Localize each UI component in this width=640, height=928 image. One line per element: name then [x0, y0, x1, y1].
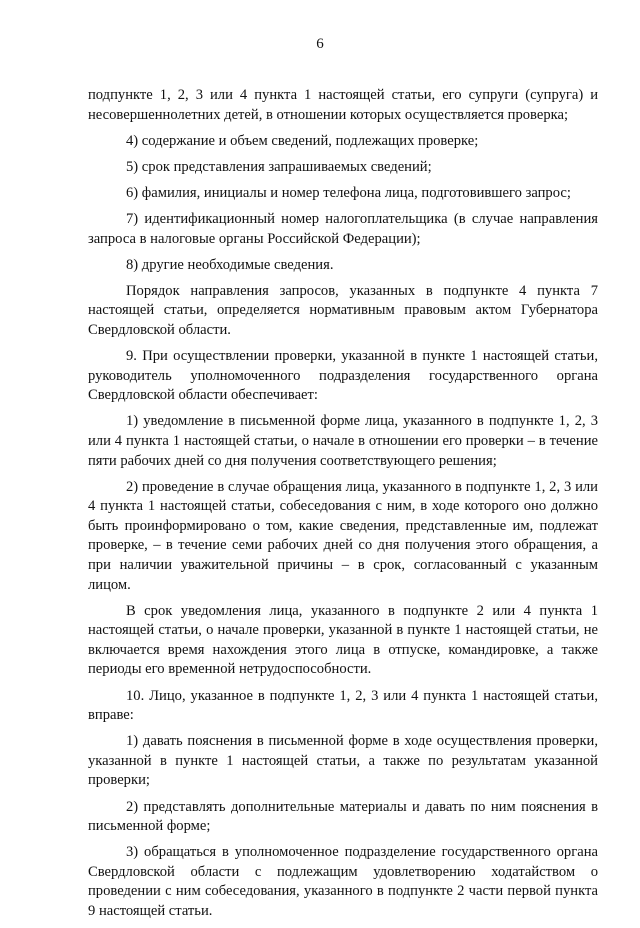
list-item-6: 6) фамилия, инициалы и номер телефона лица, подготовившего запрос; [126, 184, 571, 201]
paragraph-continuation: подпункте 1, 2, 3 или 4 пункта 1 настоящей статьи, его супруги (супруга) и несовершеннолетних детей, в отношении которых осуществляется проверка; [88, 87, 598, 123]
page-number: 6 [316, 36, 324, 52]
list-item-7: 7) идентификационный номер налогоплательщика (в случае направления запроса в налоговые органы Российской Федерации); [88, 210, 598, 247]
list-item-10-3: 3) обращаться в уполномоченное подразделение государственного органа Свердловской области с подлежащим удовлетворению ходатайством о проведении с ним собеседования, указанного в подпункте 2 части первой пункта 9 настоящей статьи. [88, 844, 598, 919]
list-item-10-1: 1) давать пояснения в письменной форме в ходе осуществления проверки, указанной в пункте 1 настоящей статьи, а также по результатам указанной проверки; [88, 733, 598, 789]
list-item-9-1: 1) уведомление в письменной форме лица, указанного в подпункте 1, 2, 3 или 4 пункта 1 настоящей статьи, о начале в отношении его проверки – в течение пяти рабочих дней со дня получения соответствующего решения; [88, 413, 598, 469]
list-item-10-2: 2) представлять дополнительные материалы и давать по ним пояснения в письменной форме; [88, 798, 598, 835]
paragraph-request-procedure: Порядок направления запросов, указанных в подпункте 4 пункта 7 настоящей статьи, определяется нормативным правовым актом Губернатора Свердловской области. [88, 282, 598, 338]
paragraph-notification-term: В срок уведомления лица, указанного в подпункте 2 или 4 пункта 1 настоящей статьи, о начале проверки, указанной в пункте 1 настоящей статьи, не включается время нахождения этого лица в отпуске, командировке, а также периоды его временной нетрудоспособности. [88, 602, 598, 678]
list-item-8: 8) другие необходимые сведения. [126, 256, 334, 273]
paragraph-item-10: 10. Лицо, указанное в подпункте 1, 2, 3 или 4 пункта 1 настоящей статьи, вправе: [88, 687, 598, 724]
document-body [88, 86, 598, 928]
list-item-4: 4) содержание и объем сведений, подлежащих проверке; [126, 132, 479, 149]
list-item-5: 5) срок представления запрашиваемых сведений; [126, 158, 432, 175]
paragraph-item-9: 9. При осуществлении проверки, указанной в пункте 1 настоящей статьи, руководитель уполномоченного подразделения государственного органа Свердловской области обеспечивает: [88, 348, 598, 404]
list-item-9-2: 2) проведение в случае обращения лица, указанного в подпункте 1, 2, 3 или 4 пункта 1 настоящей статьи, собеседования с ним, в ходе которого оно должно быть проинформировано о том, какие сведения, представленные им, подлежат проверке, – в течение семи рабочих дней со дня получения этого обращения, а при наличии уважительной причины – в срок, согласованный с указанным лицом. [88, 478, 598, 593]
